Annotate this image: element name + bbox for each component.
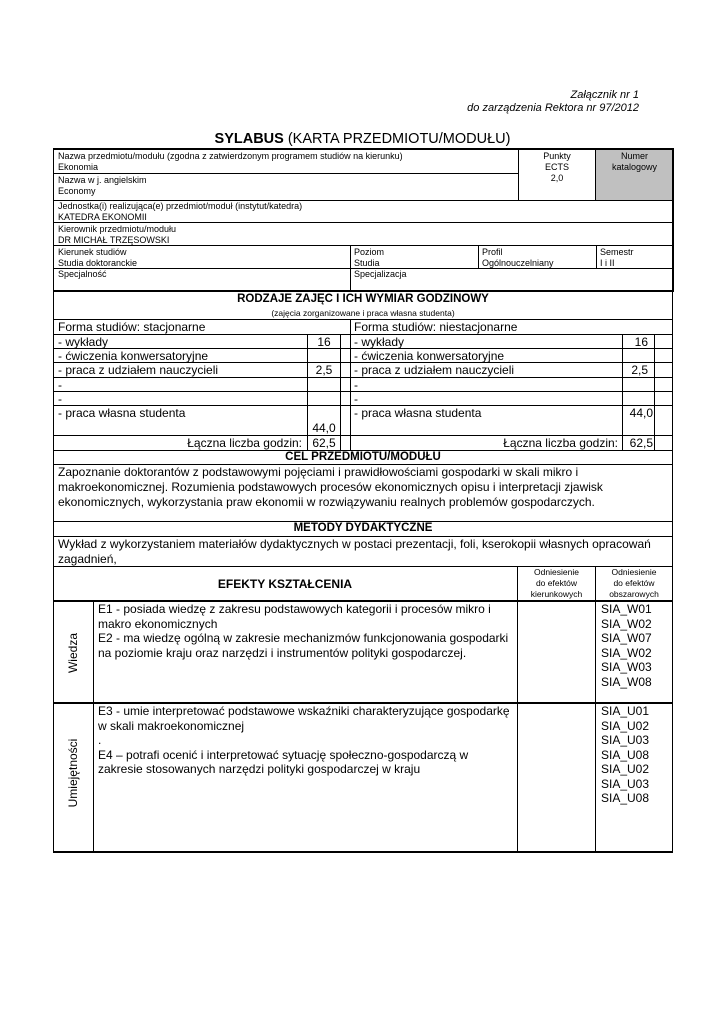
semester-label: Semestr	[600, 247, 634, 257]
skills-refs-list	[601, 704, 671, 806]
knowledge-ref-item: SIA_W01	[601, 602, 652, 616]
field-ref-heading-3: kierunkowych	[530, 589, 583, 599]
catalog-label-2: katalogowy	[611, 162, 658, 172]
right-row-teacher-work-value: 2,5	[631, 363, 648, 377]
methods-text: Wykład z wykorzystaniem materiałów dydaktycznych w postaci prezentacji, foli, kserokopii własnych opracowań zagadnień,	[58, 537, 651, 566]
level-value: Studia	[354, 258, 380, 268]
page-title	[0, 131, 725, 147]
level-label: Poziom	[354, 247, 385, 257]
knowledge-text: E1 - posiada wiedzę z zakresu podstawowych kategorii i procesów mikro i makro ekonomicznych E2 - ma wiedzę ogólną w zakresie mechanizmów funkcjonowania gospodarki na poziomie kraju oraz narzędzi i instrumentów polityki gospodarczej.	[98, 602, 509, 660]
field-ref-heading-1: Odniesienie	[534, 567, 579, 577]
right-row-lectures-value: 16	[634, 335, 648, 349]
right-total-label: Łączna liczba godzin:	[503, 436, 618, 450]
knowledge-ref-item: SIA_W02	[601, 616, 652, 631]
skills-ref-item: SIA_U02	[601, 762, 650, 776]
unit-value: KATEDRA EKONOMII	[58, 212, 147, 222]
right-row-self-study-value: 44,0	[629, 406, 653, 420]
ects-value: 2,0	[550, 173, 564, 183]
area-ref-heading-1: Odniesienie	[611, 567, 657, 577]
skills-ref-item: SIA_U02	[601, 718, 650, 733]
knowledge-ref-item: SIA_W07	[601, 631, 652, 645]
skills-ref-item: SIA_U08	[601, 791, 650, 805]
knowledge-refs-list	[601, 602, 671, 689]
skills-ref-item: SIA_U03	[601, 776, 650, 791]
left-row-teacher-work-value: 2,5	[315, 363, 333, 377]
knowledge-ref-item: SIA_W08	[601, 674, 652, 689]
skills-ref-item: SIA_U08	[601, 747, 650, 762]
english-name-label: Nazwa w j. angielskim	[58, 175, 147, 185]
skills-text: E3 - umie interpretować podstawowe wskaźniki charakteryzujące gospodarkę w skali makroekonomicznej . E4 – potrafi ocenić i interpretować sytuację społeczno-gospodarczą w zakresie stosowanych narzędzi polityki gospodarczej w kraju	[98, 704, 510, 776]
left-row-teacher-work: - praca z udziałem nauczycieli	[58, 363, 219, 377]
skills-label: Umiejętności	[66, 738, 80, 808]
unit-label: Jednostka(i) realizująca(e) przedmiot/moduł (instytut/katedra)	[58, 201, 303, 211]
title-bold: SYLABUS	[214, 131, 284, 147]
right-row-empty-2: -	[354, 392, 358, 406]
left-row-self-study: - praca własna studenta	[58, 406, 186, 420]
methods-heading: METODY DYDAKTYCZNE	[293, 522, 433, 534]
left-study-form: Forma studiów: stacjonarne	[58, 320, 206, 334]
right-row-self-study: - praca własna studenta	[354, 406, 482, 420]
specialty-label: Specjalność	[58, 269, 107, 279]
knowledge-ref-item: SIA_W02	[601, 645, 652, 660]
right-total-value: 62,5	[629, 436, 653, 450]
semester-value: I i II	[600, 258, 615, 268]
catalog-label-1: Numer	[620, 151, 648, 161]
course-name: Ekonomia	[58, 162, 99, 172]
right-row-lectures: - wykłady	[354, 335, 405, 349]
hours-heading: RODZAJE ZAJĘĆ I ICH WYMIAR GODZINOWY	[237, 293, 489, 305]
profile-value: Ogólnouczelniany	[482, 258, 554, 268]
area-ref-heading-2: do efektów	[613, 578, 655, 588]
course-head-label: Kierownik przedmiotu/modułu	[58, 224, 177, 234]
course-head-value: DR MICHAŁ TRZĘSOWSKI	[58, 235, 170, 245]
field-ref-heading-2: do efektów	[535, 578, 578, 588]
skills-ref-item: SIA_U01	[601, 704, 650, 718]
left-total-value: 62,5	[312, 436, 336, 450]
goal-text: Zapoznanie doktorantów z podstawowymi pojęciami i prawidłowościami gospodarki w skali mikro i makroekonomicznej. Rozumienia podstawowych procesów ekonomicznych opisu i interpretacji zjawisk ekonomicznych, wykorzystania praw ekonomii w rozwiązywaniu realnych problemów gospodarczych.	[58, 465, 603, 509]
hours-subheading: (zajęcia zorganizowane i praca własna studenta)	[271, 308, 455, 318]
right-study-form: Forma studiów: niestacjonarne	[354, 320, 518, 334]
right-row-seminars: - ćwiczenia konwersatoryjne	[354, 349, 505, 363]
area-ref-heading-3: obszarowych	[609, 589, 659, 599]
ects-label-1: Punkty	[543, 151, 571, 161]
left-total-label: Łączna liczba godzin:	[187, 436, 302, 450]
left-row-empty-2: -	[58, 392, 62, 406]
skills-ref-item: SIA_U03	[601, 733, 650, 747]
title-rest: (KARTA PRZEDMIOTU/MODUŁU)	[283, 131, 511, 147]
right-row-empty-1: -	[354, 378, 358, 392]
appendix-number: Załącznik nr 1	[570, 89, 639, 101]
field-label: Kierunek studiów	[58, 247, 127, 257]
knowledge-label: Wiedza	[66, 633, 80, 674]
left-row-seminars: - ćwiczenia konwersatoryjne	[58, 349, 209, 363]
goal-heading: CEL PRZEDMIOTU/MODUŁU	[285, 451, 441, 463]
left-row-lectures-value: 16	[317, 335, 331, 349]
effects-heading: EFEKTY KSZTAŁCENIA	[217, 577, 353, 591]
right-row-teacher-work: - praca z udziałem nauczycieli	[354, 363, 515, 377]
left-row-lectures: - wykłady	[58, 335, 109, 349]
specialization-label: Specjalizacja	[354, 269, 407, 279]
knowledge-ref-item: SIA_W03	[601, 660, 652, 674]
ects-label-2: ECTS	[544, 162, 569, 172]
appendix-reference: do zarządzenia Rektora nr 97/2012	[467, 102, 639, 114]
english-name: Economy	[58, 186, 96, 196]
field-value: Studia doktoranckie	[58, 258, 138, 268]
profile-label: Profil	[482, 247, 503, 257]
left-row-self-study-value: 44,0	[312, 421, 336, 435]
course-name-label: Nazwa przedmiotu/modułu (zgodna z zatwierdzonym programem studiów na kierunku)	[58, 151, 403, 161]
left-row-empty-1: -	[58, 378, 62, 392]
